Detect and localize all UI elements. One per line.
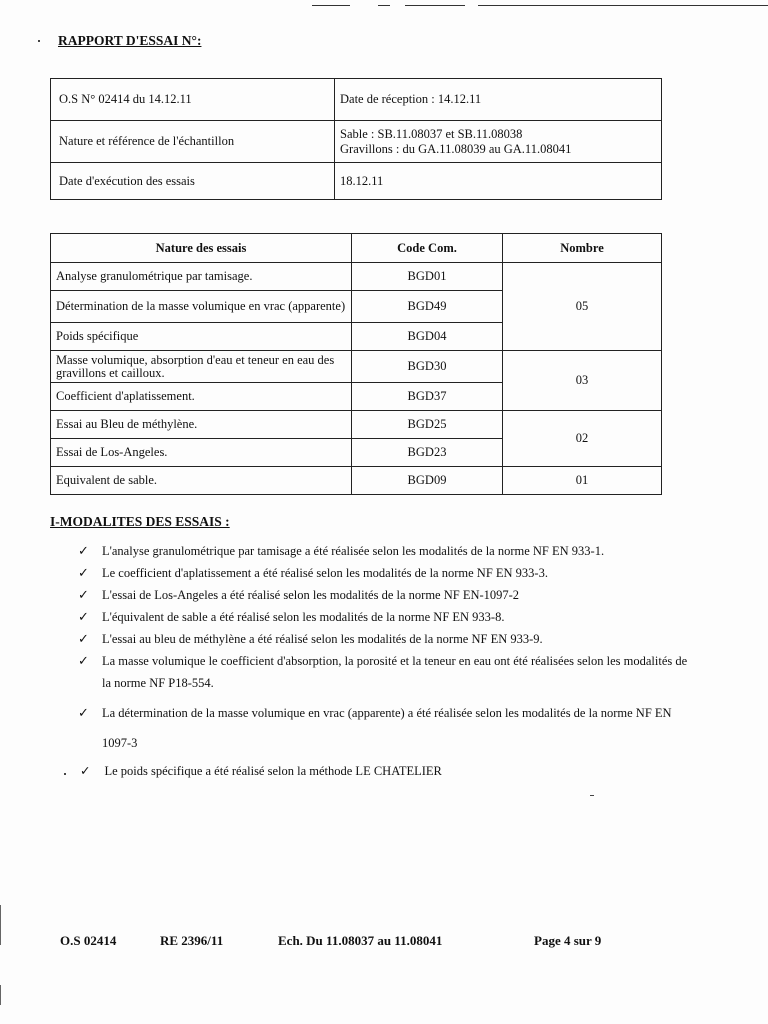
- checkmark-icon: ✓: [78, 653, 89, 668]
- checkmark-icon: ✓: [78, 705, 89, 720]
- method-text: L'essai au bleu de méthylène a été réalisé selon les modalités de la norme NF EN 933-9.: [102, 632, 543, 646]
- test-code: BGD23: [352, 439, 503, 467]
- list-item: [78, 540, 698, 562]
- test-code: BGD25: [352, 411, 503, 439]
- table-row: [51, 263, 662, 291]
- checkmark-icon: ✓: [78, 543, 89, 558]
- scan-line: [478, 5, 768, 6]
- table-row: [51, 351, 662, 383]
- list-item: [78, 698, 698, 758]
- header-nature: Nature des essais: [51, 234, 352, 263]
- footer-ech: Ech. Du 11.08037 au 11.08041: [278, 933, 443, 948]
- list-item: [78, 606, 698, 628]
- test-count: 02: [503, 411, 662, 467]
- test-code: BGD04: [352, 323, 503, 351]
- test-nature: Masse volumique, absorption d'eau et teneur en eau des gravillons et cailloux.: [51, 351, 352, 383]
- scan-line: [312, 5, 350, 6]
- info-label: Nature et référence de l'échantillon: [51, 121, 335, 163]
- scan-dot: [38, 40, 40, 42]
- method-text: La masse volumique le coefficient d'absorption, la porosité et la teneur en eau ont été réalisées selon les modalités de la norme NF P18-554.: [102, 654, 688, 690]
- header-code: Code Com.: [352, 234, 503, 263]
- scan-dot: [64, 773, 66, 775]
- info-value: [335, 121, 662, 163]
- checkmark-icon: ✓: [78, 631, 89, 646]
- method-text: La détermination de la masse volumique en vrac (apparente) a été réalisée selon les modalités de la norme NF EN 1097-3: [102, 706, 672, 750]
- checkmark-icon: ✓: [78, 609, 89, 624]
- test-nature: Essai au Bleu de méthylène.: [51, 411, 352, 439]
- info-table: [50, 78, 662, 200]
- info-row: [51, 163, 662, 200]
- section-title: I-MODALITES DES ESSAIS :: [50, 514, 230, 529]
- test-nature: Essai de Los-Angeles.: [51, 439, 352, 467]
- scan-margin-line: [0, 985, 1, 1005]
- test-count: 01: [503, 467, 662, 495]
- scan-line: [378, 5, 390, 6]
- test-nature: Détermination de la masse volumique en vrac (apparente): [51, 291, 352, 323]
- method-text: Le poids spécifique a été réalisé selon la méthode LE CHATELIER: [104, 764, 442, 778]
- report-title: RAPPORT D'ESSAI N°:: [58, 33, 202, 48]
- info-row: [51, 79, 662, 121]
- header-count: Nombre: [503, 234, 662, 263]
- test-count: 05: [503, 263, 662, 351]
- sample-sand: Sable : SB.11.08037 et SB.11.08038: [340, 126, 523, 141]
- test-code: BGD01: [352, 263, 503, 291]
- scan-margin-line: [0, 905, 1, 945]
- method-text: L'équivalent de sable a été réalisé selon les modalités de la norme NF EN 933-8.: [102, 610, 505, 624]
- scan-line: [405, 5, 465, 6]
- test-nature: Coefficient d'aplatissement.: [51, 383, 352, 411]
- test-code: BGD49: [352, 291, 503, 323]
- method-text: Le coefficient d'aplatissement a été réalisé selon les modalités de la norme NF EN 933-3.: [102, 566, 548, 580]
- list-item: [78, 562, 698, 584]
- info-label: Date d'exécution des essais: [51, 163, 335, 200]
- info-label: O.S N° 02414 du 14.12.11: [51, 79, 335, 121]
- checkmark-icon: ✓: [78, 587, 89, 602]
- method-text: L'analyse granulométrique par tamisage a été réalisée selon les modalités de la norme NF EN 933-1.: [102, 544, 605, 558]
- test-nature: Equivalent de sable.: [51, 467, 352, 495]
- info-value: 18.12.11: [335, 163, 662, 200]
- table-row: [51, 467, 662, 495]
- footer-os: O.S 02414: [60, 933, 117, 948]
- list-item: [78, 628, 698, 650]
- test-code: BGD09: [352, 467, 503, 495]
- sample-gravel: Gravillons : du GA.11.08039 au GA.11.08041: [340, 141, 572, 156]
- info-row: [51, 121, 662, 163]
- list-item: [78, 650, 698, 694]
- checkmark-icon: ✓: [78, 565, 89, 580]
- footer-page: Page 4 sur 9: [534, 933, 602, 948]
- info-value: Date de réception : 14.12.11: [335, 79, 662, 121]
- methods-list: [78, 540, 698, 758]
- method-text: L'essai de Los-Angeles a été réalisé selon les modalités de la norme NF EN-1097-2: [102, 588, 520, 602]
- table-row: [51, 411, 662, 439]
- list-item: [80, 763, 442, 779]
- test-nature: Analyse granulométrique par tamisage.: [51, 263, 352, 291]
- tests-header-row: [51, 234, 662, 263]
- test-code: BGD37: [352, 383, 503, 411]
- test-nature: Poids spécifique: [51, 323, 352, 351]
- list-item: [78, 584, 698, 606]
- scan-dot: [590, 795, 594, 796]
- test-count: 03: [503, 351, 662, 411]
- checkmark-icon: ✓: [80, 764, 91, 778]
- test-code: BGD30: [352, 351, 503, 383]
- tests-table: [50, 233, 662, 495]
- footer-re: RE 2396/11: [160, 933, 224, 948]
